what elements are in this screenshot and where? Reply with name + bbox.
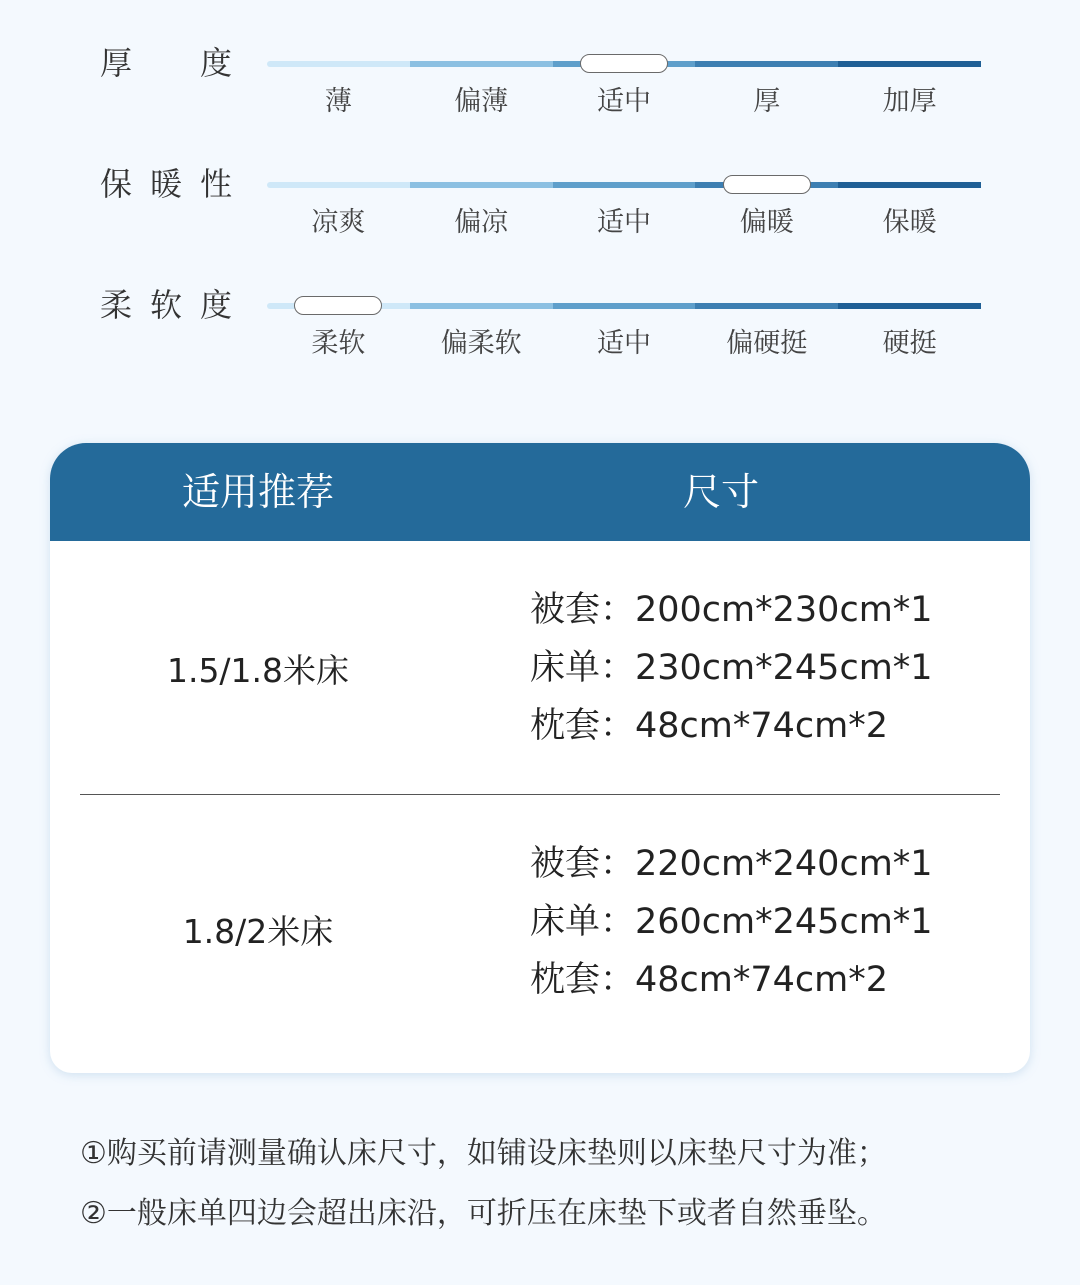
- scale-tick: 硬挺: [882, 328, 937, 359]
- softness-scale: [0, 285, 1080, 375]
- scale-label: [100, 43, 232, 83]
- size-list: [530, 581, 933, 755]
- scale-marker: [294, 296, 382, 315]
- scale-ticks: [267, 206, 981, 242]
- size-line: 床单：230cm*245cm*1: [530, 648, 933, 688]
- scale-tick: 保暖: [882, 207, 937, 238]
- scale-marker: [723, 175, 811, 194]
- scale-tick: 偏硬挺: [726, 328, 808, 359]
- scale-tick: 适中: [596, 328, 651, 359]
- scale-tick: 偏暖: [739, 207, 794, 238]
- size-line: 被套：220cm*240cm*1: [530, 844, 933, 884]
- scale-label-char: 性: [199, 165, 232, 203]
- scale-label-char: 度: [199, 44, 232, 82]
- size-line: 枕套：48cm*74cm*2: [530, 960, 889, 1000]
- scale-track: [267, 303, 981, 309]
- scale-tick: 凉爽: [311, 207, 366, 238]
- row-divider: [80, 794, 1000, 795]
- scale-tick: 薄: [324, 86, 352, 117]
- scale-ticks: [267, 327, 981, 363]
- bed-size-label: 1.5/1.8米床: [166, 650, 350, 690]
- scale-tick: 偏柔软: [440, 328, 522, 359]
- table-header: [50, 443, 1030, 541]
- scale-tick: 偏薄: [454, 86, 509, 117]
- size-list: [530, 835, 933, 1009]
- scale-tick: 适中: [596, 207, 651, 238]
- scale-label-char: 厚: [100, 44, 133, 82]
- scale-tick: 厚: [753, 86, 781, 117]
- scale-tick: 柔软: [311, 328, 366, 359]
- header-recommendation: 适用推荐: [181, 470, 334, 514]
- scale-label-char: 保: [100, 165, 133, 203]
- size-table-card: [50, 443, 1030, 1073]
- scale-marker: [580, 54, 668, 73]
- header-size: 尺寸: [682, 470, 759, 514]
- scale-tick: 加厚: [882, 86, 937, 117]
- scale-label-char: 柔: [100, 286, 133, 324]
- scale-tick: 偏凉: [454, 207, 509, 238]
- table-row: [50, 837, 1030, 1007]
- table-row: [50, 583, 1030, 753]
- notes: [80, 1124, 1040, 1244]
- size-line: 被套：200cm*230cm*1: [530, 590, 933, 630]
- scale-label-char: 暖: [149, 165, 182, 203]
- scale-track: [267, 182, 981, 188]
- scale-label: [100, 285, 232, 325]
- scale-tick: 适中: [596, 86, 651, 117]
- note-line: ①购买前请测量确认床尺寸，如铺设床垫则以床垫尺寸为准；: [80, 1136, 887, 1171]
- scale-ticks: [267, 85, 981, 121]
- bed-size-label: 1.8/2米床: [182, 911, 334, 951]
- note-line: ②一般床单四边会超出床沿，可折压在床垫下或者自然垂坠。: [80, 1196, 887, 1231]
- size-line: 枕套：48cm*74cm*2: [530, 706, 889, 746]
- scale-label-char: 软: [149, 286, 182, 324]
- scale-track: [267, 61, 981, 67]
- thickness-scale: [0, 43, 1080, 133]
- scale-label-char: 度: [199, 286, 232, 324]
- warmth-scale: [0, 164, 1080, 254]
- size-line: 床单：260cm*245cm*1: [530, 902, 933, 942]
- scale-label: [100, 164, 232, 204]
